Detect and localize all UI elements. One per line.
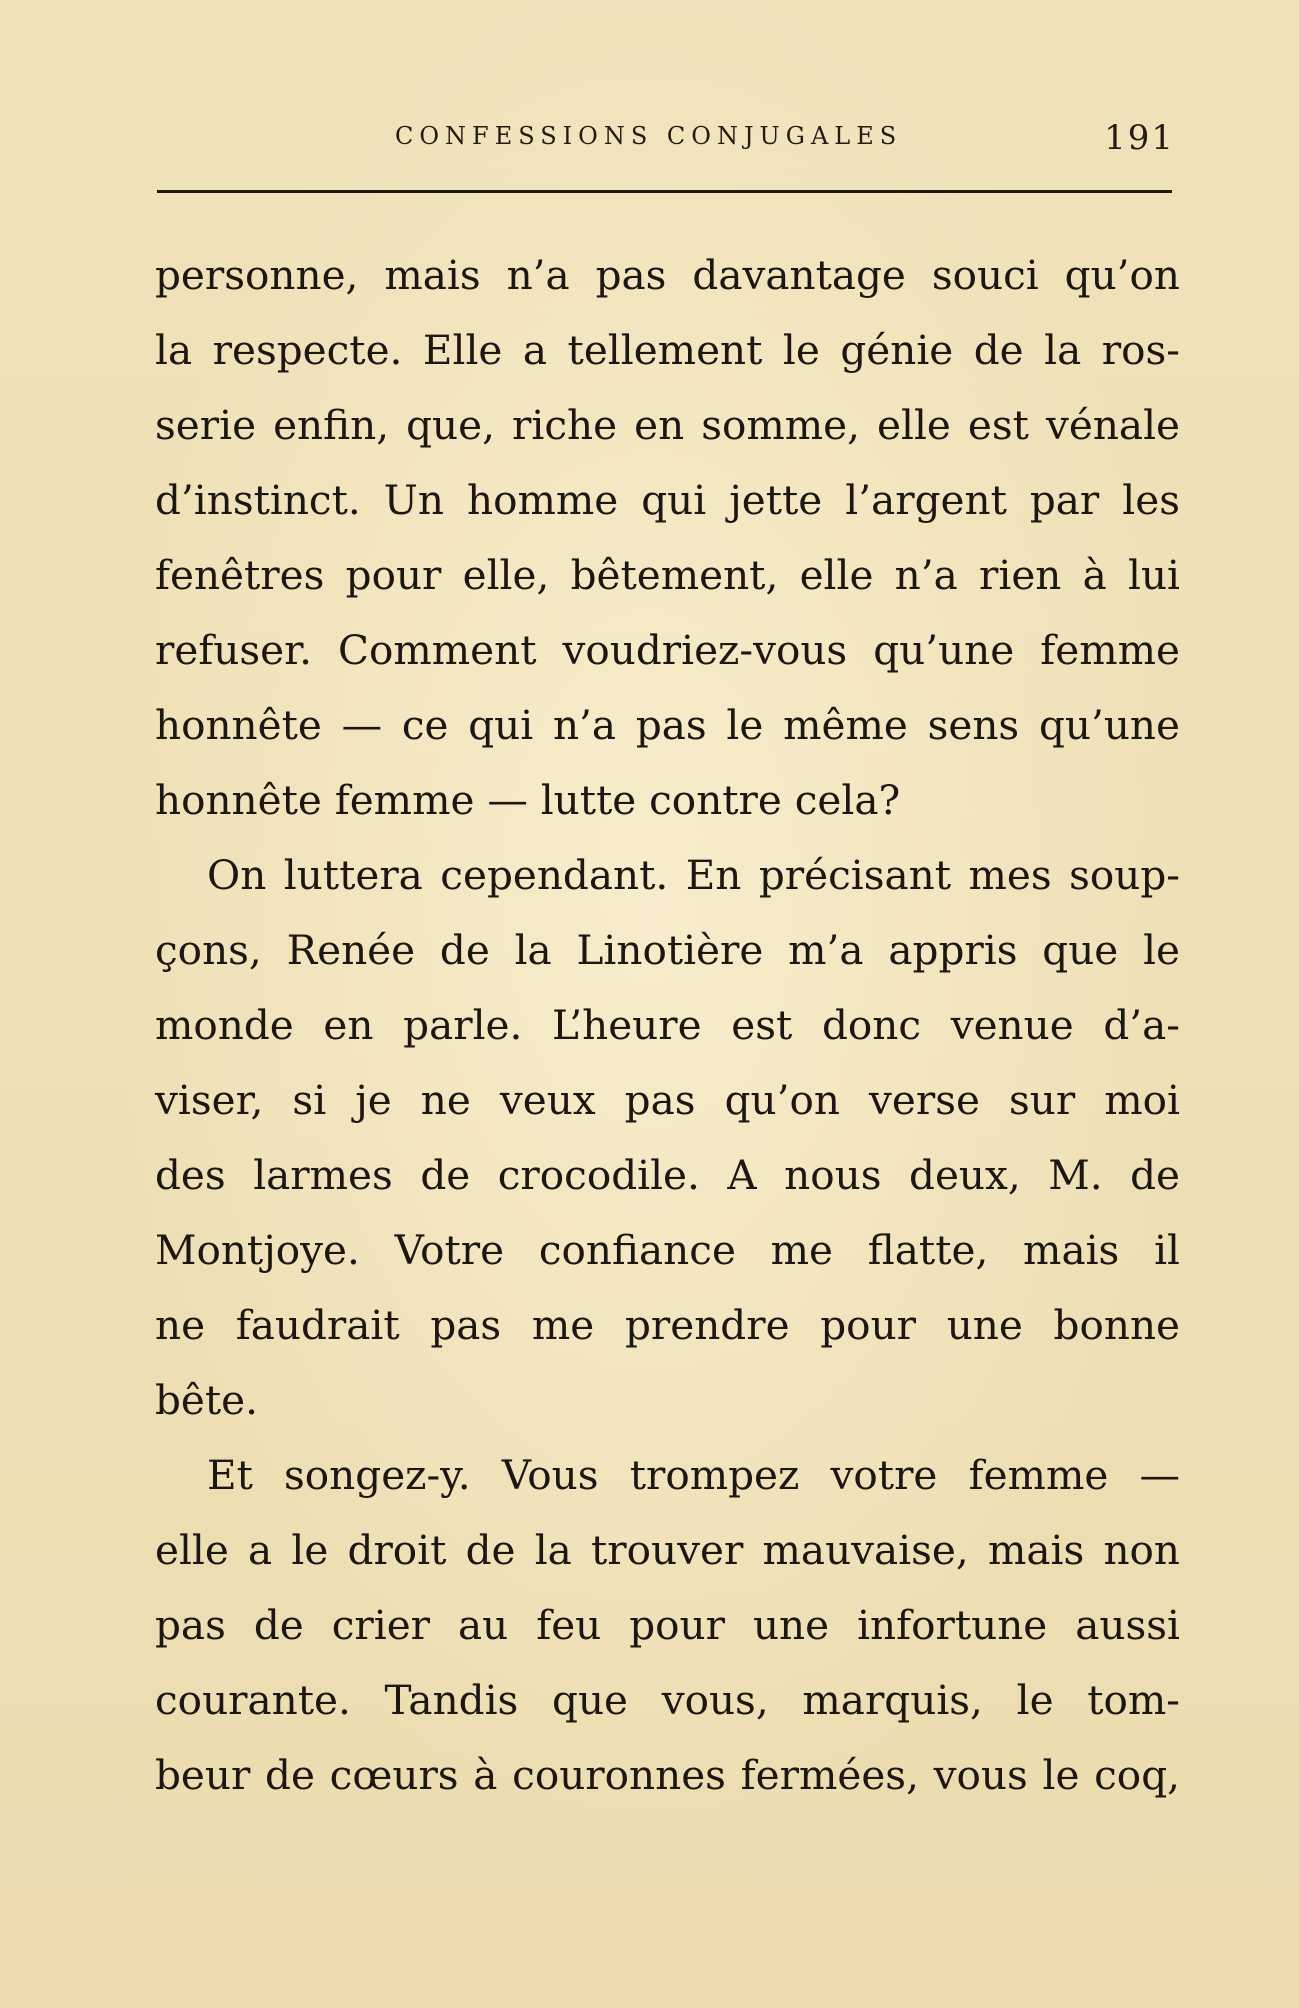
text-line: d’instinct. Un homme qui jette l’argent par les [155, 476, 1180, 524]
body-text [155, 238, 1180, 1813]
text-line: viser, si je ne veux pas qu’on verse sur moi [155, 1076, 1180, 1124]
text-line: elle a le droit de la trouver mauvaise, mais non [155, 1526, 1180, 1574]
text-line: honnête — ce qui n’a pas le même sens qu’une [155, 701, 1180, 749]
text-line: fenêtres pour elle, bêtement, elle n’a rien à lui [155, 551, 1180, 599]
running-head [155, 118, 1175, 158]
text-line: pas de crier au feu pour une infortune aussi [155, 1601, 1180, 1649]
text-line: personne, mais n’a pas davantage souci qu’on [155, 251, 1180, 299]
header-rule [157, 190, 1172, 193]
text-line: ne faudrait pas me prendre pour une bonne [155, 1301, 1180, 1349]
text-line: monde en parle. L’heure est donc venue d’a- [155, 1001, 1180, 1049]
running-title: CONFESSIONS CONJUGALES [395, 122, 903, 150]
text-line: Montjoye. Votre confiance me flatte, mais il [155, 1226, 1180, 1274]
text-line: des larmes de crocodile. A nous deux, M. de [155, 1151, 1180, 1199]
text-line: On luttera cependant. En précisant mes soup- [207, 851, 1180, 899]
page-number: 191 [1104, 118, 1175, 158]
text-line: Et songez-y. Vous trompez votre femme — [207, 1451, 1180, 1499]
text-line: la respecte. Elle a tellement le génie de la ros- [155, 326, 1180, 374]
text-line: beur de cœurs à couronnes fermées, vous le coq, [155, 1751, 1180, 1799]
text-line: refuser. Comment voudriez-vous qu’une femme [155, 626, 1180, 674]
text-line: çons, Renée de la Linotière m’a appris que le [155, 926, 1180, 974]
text-line: serie enfin, que, riche en somme, elle est vénale [155, 401, 1180, 449]
text-line: honnête femme — lutte contre cela? [155, 776, 901, 824]
text-line: courante. Tandis que vous, marquis, le tom- [155, 1676, 1180, 1724]
text-line: bête. [155, 1376, 259, 1424]
